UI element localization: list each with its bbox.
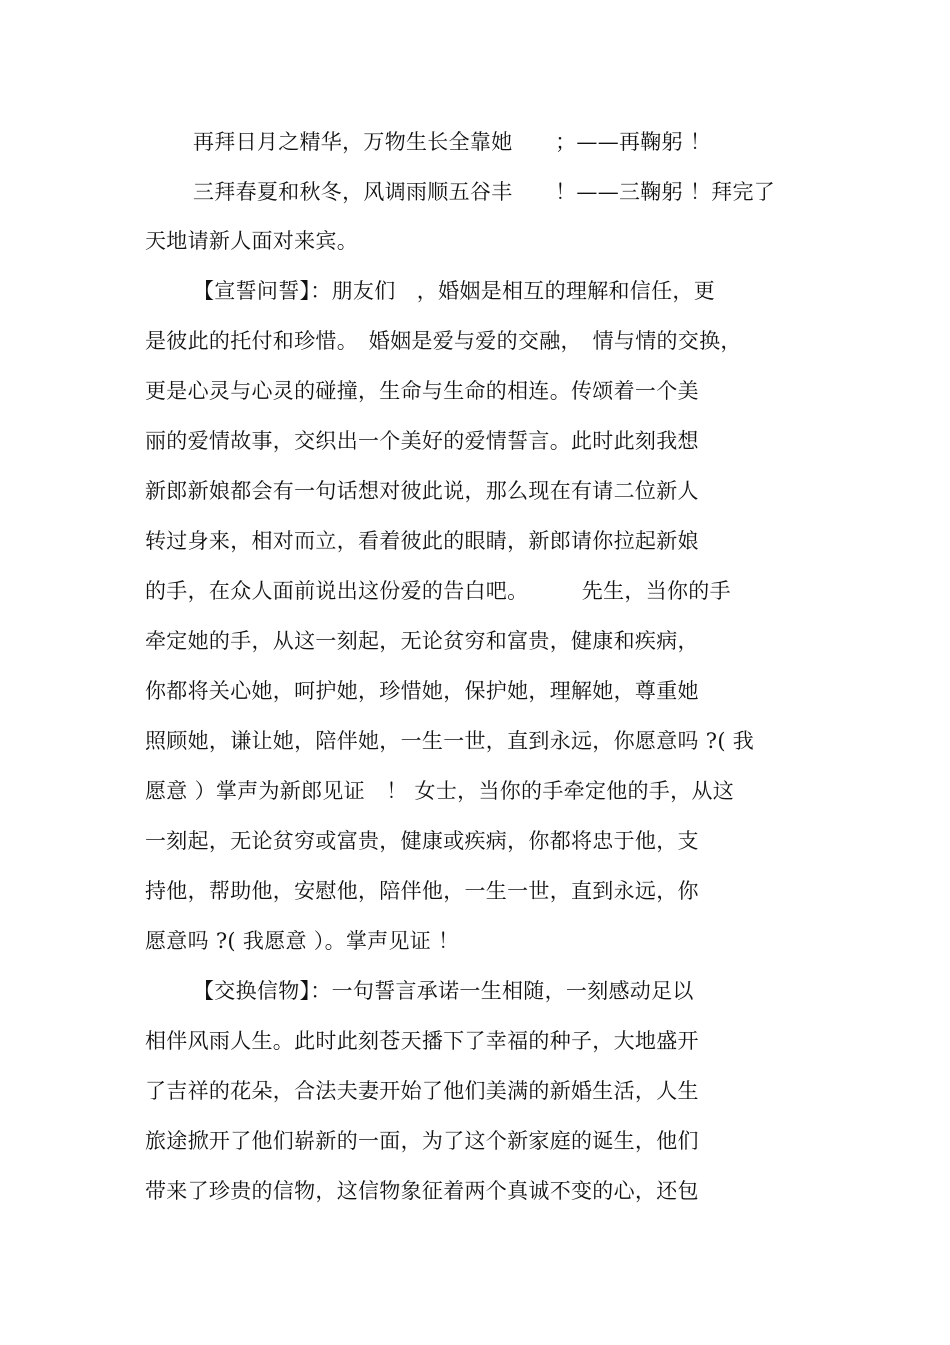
text-line: 新郎新娘都会有一句话想对彼此说，那么现在有请二位新人 <box>145 479 699 503</box>
text-line: 愿意吗 ?( 我愿意 ）。掌声见证 ！ <box>145 929 460 953</box>
text-line: 更是心灵与心灵的碰撞，生命与生命的相连。传颂着一个美 <box>145 379 699 403</box>
text-line: 丽的爱情故事，交织出一个美好的爱情誓言。此时此刻我想 <box>145 429 699 453</box>
text-line: 的手，在众人面前说出这份爱的告白吧。 先生，当你的手 <box>145 579 731 603</box>
text-line: 三拜春夏和秋冬，风调雨顺五谷丰 ！——三鞠躬 ！拜完了 <box>193 180 776 204</box>
text-line: 是彼此的托付和珍惜。 婚姻是爱与爱的交融， 情与情的交换， <box>145 329 742 353</box>
text-line: 一刻起，无论贫穷或富贵，健康或疾病，你都将忠于他，支 <box>145 829 699 853</box>
text-line: 照顾她，谦让她，陪伴她，一生一世，直到永远，你愿意吗 ?( 我 <box>145 729 755 753</box>
text-line: 你都将关心她，呵护她，珍惜她，保护她，理解她，尊重她 <box>145 679 699 703</box>
text-line: 持他，帮助他，安慰他，陪伴他，一生一世，直到永远，你 <box>145 879 699 903</box>
text-line: 愿意 ）掌声为新郎见证 ！ 女士，当你的手牵定他的手，从这 <box>145 779 735 803</box>
text-line: 【交换信物】：一句誓言承诺一生相随，一刻感动足以 <box>193 979 694 1003</box>
text-line: 转过身来，相对而立，看着彼此的眼睛，新郎请你拉起新娘 <box>145 529 699 553</box>
text-line: 牵定她的手，从这一刻起，无论贫穷和富贵，健康和疾病， <box>145 629 699 653</box>
text-line: 再拜日月之精华，万物生长全靠她 ；——再鞠躬 ！ <box>193 130 712 154</box>
text-line: 旅途掀开了他们崭新的一面，为了这个新家庭的诞生，他们 <box>145 1129 699 1153</box>
text-line: 带来了珍贵的信物，这信物象征着两个真诚不变的心，还包 <box>145 1179 699 1203</box>
text-line: 天地请新人面对来宾。 <box>145 229 358 253</box>
text-line: 【宣誓问誓】：朋友们 ，婚姻是相互的理解和信任，更 <box>193 279 715 303</box>
text-line: 相伴风雨人生。此时此刻苍天播下了幸福的种子，大地盛开 <box>145 1029 699 1053</box>
text-line: 了吉祥的花朵，合法夫妻开始了他们美满的新婚生活，人生 <box>145 1079 699 1103</box>
